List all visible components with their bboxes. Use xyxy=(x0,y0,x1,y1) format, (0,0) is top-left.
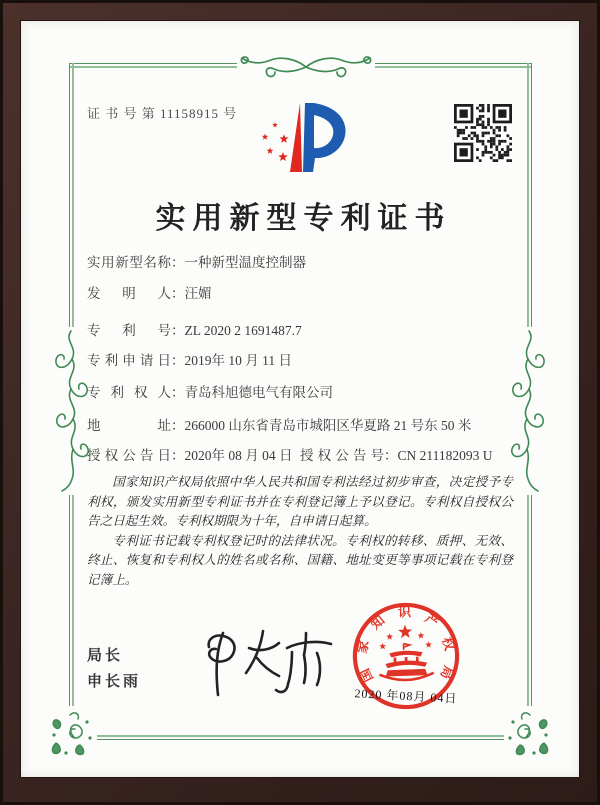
field-label: 地址 xyxy=(87,418,171,433)
field-colon: ： xyxy=(171,385,185,400)
grant-no-value: CN 211182093 U xyxy=(397,448,493,463)
official-seal xyxy=(330,580,481,731)
field-label: 实用新型名称 xyxy=(87,255,171,270)
certificate-title: 实用新型专利证书 xyxy=(155,202,452,235)
field-label: 专利申请日 xyxy=(87,353,171,368)
certificate-paper xyxy=(21,21,579,777)
cnipa-logo xyxy=(247,95,355,177)
field-row xyxy=(87,381,333,401)
logo-stars xyxy=(262,122,289,161)
field-colon: ： xyxy=(384,448,398,463)
director-signature xyxy=(187,621,347,721)
signer-block xyxy=(87,643,141,695)
field-value: 汪媚 xyxy=(184,286,212,301)
field-label: 专利号 xyxy=(87,323,171,338)
field-colon: ： xyxy=(171,255,185,270)
border-line-bottom xyxy=(97,735,504,740)
field-label: 发明人 xyxy=(87,286,171,301)
logo-blue-p xyxy=(303,103,346,172)
grant-date-label: 授权公告日 xyxy=(87,448,171,463)
field-colon: ： xyxy=(171,323,185,338)
svg-text:局: 局 xyxy=(437,663,457,682)
body-paragraph: 国家知识产权局依照中华人民共和国专利法经过初步审查，决定授予专利权，颁发实用新型专利证书并在专利登记簿上予以登记。专利权自授权公告之日起生效。专利权期限为十年，自申请日起算。 xyxy=(87,475,513,529)
grant-no-cell xyxy=(300,444,493,464)
field-row xyxy=(87,251,306,271)
body-text xyxy=(87,473,513,591)
svg-text:产: 产 xyxy=(422,610,442,631)
field-row xyxy=(87,319,302,339)
ornament-corner-right xyxy=(506,709,554,757)
field-colon: ： xyxy=(171,448,185,463)
field-label: 专利权人 xyxy=(87,385,171,400)
national-emblem xyxy=(378,624,434,681)
field-colon: ： xyxy=(171,353,185,368)
ornament-top-flourish xyxy=(237,46,375,86)
svg-text:国: 国 xyxy=(356,666,376,685)
ornament-right-flourish xyxy=(505,327,556,495)
logo-red-wedge xyxy=(290,103,302,172)
field-colon: ： xyxy=(171,286,185,301)
signer-name: 申长雨 xyxy=(87,673,142,690)
field-value: 一种新型温度控制器 xyxy=(184,255,306,270)
grant-row xyxy=(87,444,293,464)
field-row xyxy=(87,282,212,302)
field-colon: ： xyxy=(171,418,185,433)
svg-text:识: 识 xyxy=(397,604,412,620)
body-paragraph: 专利证书记载专利权登记时的法律状况。专利权的转移、质押、无效、终止、恢复和专利权人的姓名或名称、国籍、地址变更等事项记载在专利登记簿上。 xyxy=(87,533,513,587)
field-row xyxy=(87,349,292,369)
field-row xyxy=(87,414,471,434)
seal-date: 2020 年08月 04日 xyxy=(354,686,458,706)
signer-title: 局长 xyxy=(87,647,124,664)
svg-text:家: 家 xyxy=(354,638,372,655)
field-value: ZL 2020 2 1691487.7 xyxy=(184,323,302,338)
ornament-corner-left xyxy=(46,709,94,757)
field-value: 266000 山东省青岛市城阳区华夏路 21 号东 50 米 xyxy=(184,418,472,433)
grant-no-label: 授权公告号 xyxy=(300,448,384,463)
field-value: 2019年 10 月 11 日 xyxy=(184,353,292,368)
svg-text:知: 知 xyxy=(367,612,388,633)
field-value: 青岛科旭德电气有限公司 xyxy=(184,385,333,400)
grant-date-value: 2020年 08 月 04 日 xyxy=(184,448,293,463)
svg-text:权: 权 xyxy=(439,635,458,653)
certificate-number: 证 书 号 第 11158915 号 xyxy=(87,106,238,121)
qr-code xyxy=(454,104,512,162)
